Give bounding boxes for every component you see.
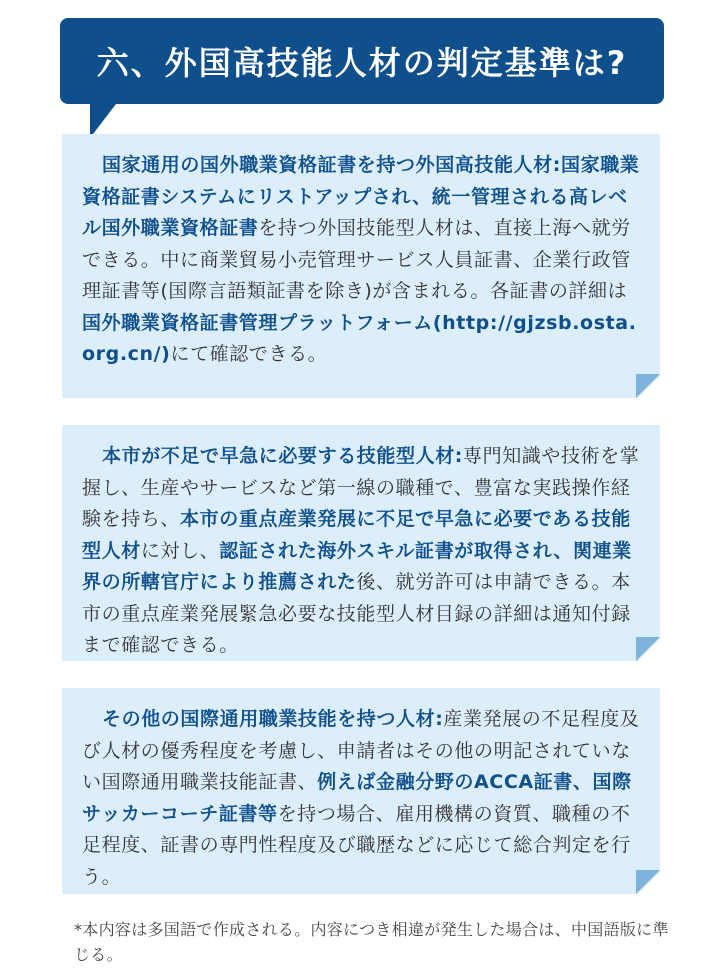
section-title-banner xyxy=(60,18,664,104)
card-lead-heading: その他の国際通用職業技能を持つ人材: xyxy=(102,708,444,730)
card-paragraph xyxy=(82,150,640,371)
body-text: を持つ外国技能型人材は、直接上海へ就労できる。中に商業貿易小売管理サービス人員証書、企業行政管理証書等(国際言語類証書を除き)が含まれる。各証書の詳細は xyxy=(82,217,631,302)
card-lead-heading: 本市が不足で早急に必要する技能型人材: xyxy=(102,445,463,467)
highlight-text: 国家職業資格証書システムにリストアップされ、統一管理される高レベル国外職業資格証書 xyxy=(82,154,640,239)
card-paragraph xyxy=(82,441,640,662)
body-text: にて確認できる。 xyxy=(170,343,328,365)
highlight-text: 例えば金融分野のACCA証書、国際サッカーコーチ証書等 xyxy=(82,771,632,825)
card-paragraph xyxy=(82,704,640,893)
body-text: 専門知識や技術を掌握し、生産やサービスなど第一線の職種で、豊富な実践操作経験を持ち、 xyxy=(82,445,640,530)
footnote: *本内容は多国語で作成される。内容につき相違が発生した場合は、中国語版に準じる。 xyxy=(74,920,669,964)
criteria-card-international-skills xyxy=(62,688,660,894)
platform-link-text: 国外職業資格証書管理プラットフォーム(http://gjzsb.osta.org.cn/) xyxy=(82,311,637,365)
page-fold-corner xyxy=(636,637,660,661)
criteria-card-shortage-talent xyxy=(62,425,660,661)
body-text: を持つ場合、雇用機構の資質、職種の不足程度、証書の専門性程度及び職歴などに応じて総合判定を行う。 xyxy=(82,802,631,888)
page-fold-corner xyxy=(636,374,660,398)
highlight-text: 認証された海外スキル証書が取得され、関連業界の所轄官庁により推薦された xyxy=(82,539,632,593)
highlight-text: 本市の重点産業発展に不足で早急に必要である技能型人材 xyxy=(82,508,631,562)
body-text: 産業発展の不足程度及び人材の優秀程度を考慮し、申請者はその他の明記されていない国際通用職業技能証書、 xyxy=(82,708,640,793)
page-fold-corner xyxy=(636,870,660,894)
body-text: に対し、 xyxy=(140,539,220,562)
criteria-card-national-certificate xyxy=(62,134,660,398)
card-lead-heading: 国家通用の国外職業資格証書を持つ外国高技能人材: xyxy=(102,154,561,176)
body-text: 後、就労許可は申請できる。本市の重点産業発展緊急必要な技能型人材目録の詳細は通知付録まで確認できる。 xyxy=(82,571,631,656)
section-title: 六、外国高技能人材の判定基準は? xyxy=(96,44,628,82)
